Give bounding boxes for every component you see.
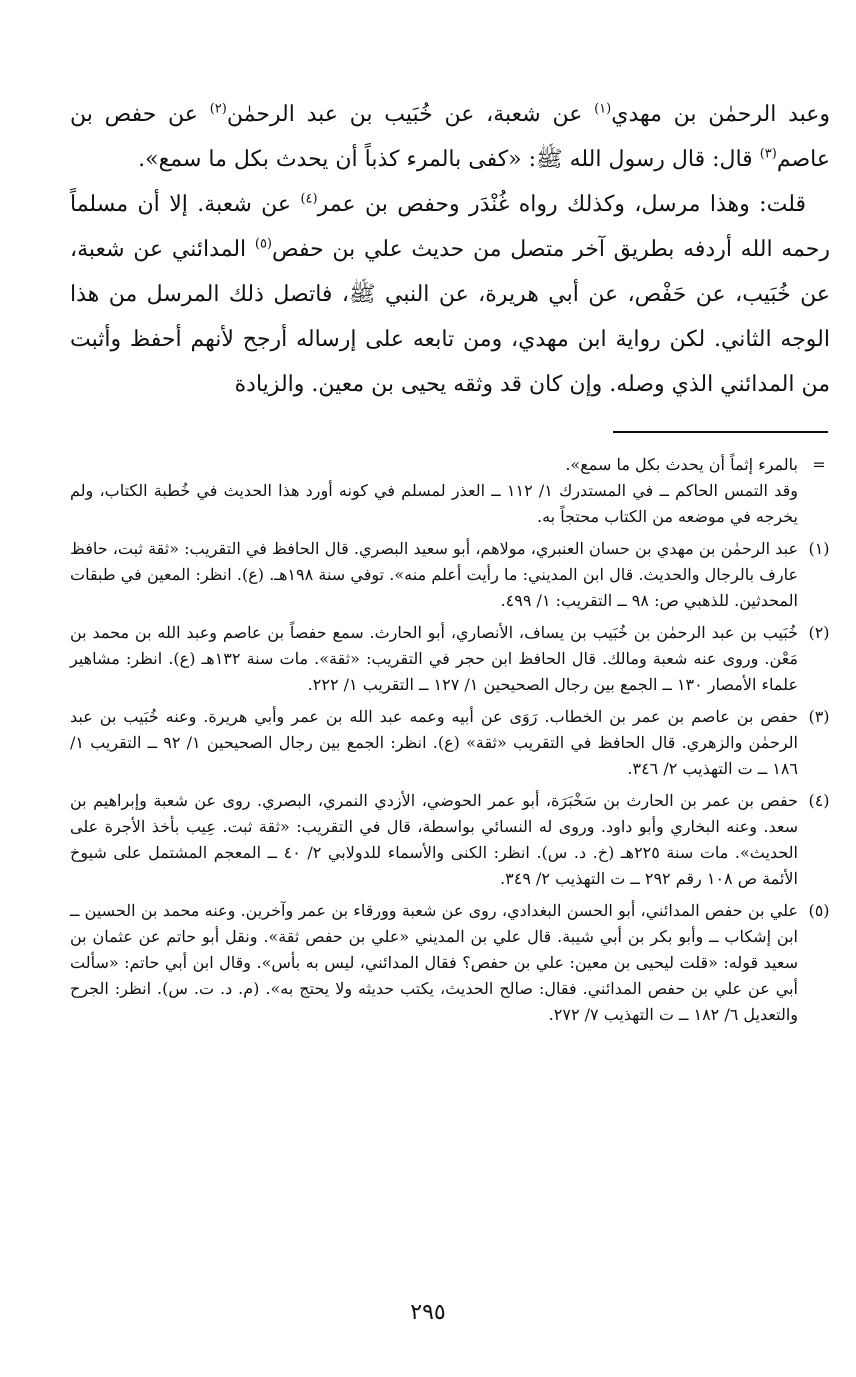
footnote-text: علي بن حفص المدائني، أبو الحسن البغدادي، روى عن شعبة وورقاء بن عمر وآخرين. وعنه محمد بن الحسين ــ ابن إشكاب ــ وأبو بكر بن أبي شيبة. قال علي بن المديني «علي بن حفص ثقة». ونقل أبو حاتم عن عثمان بن سعيد قوله: «قلت ليحيى بن معين: علي بن حفص؟ فقال المدائني، ليس به بأس». وقال ابن أبي حاتم: «سألت أبي عن علي بن حفص المدائني. فقال: صالح الحديث، يكتب حديثه ولا يحتج به». (م. د. ت. س). انظر: الجرح والتعديل ٦/ ١٨٢ ــ ت التهذيب ٧/ ٢٧٢.	[70, 901, 799, 1024]
footnote-continuation	[70, 452, 840, 530]
footnote-separator	[613, 431, 828, 433]
footnote-ref-2[interactable]: (٢)	[209, 101, 227, 117]
footnote-5	[70, 898, 840, 1028]
footnote-text: حفص بن عاصم بن عمر بن الخطاب. رَوَى عن أبيه وعمه عبد الله بن عمر وأبي هريرة. وعنه خُبَيب بن عبد الرحمٰن والزهري. قال الحافظ في التقريب «ثقة» (ع). انظر: الجمع بين رجال الصحيحين ١/ ٩٢ ــ التقريب ١/ ١٨٦ ــ ت التهذيب ٢/ ٣٤٦.	[70, 707, 799, 778]
footnotes	[70, 452, 840, 1034]
text-run: المدائني عن شعبة، عن خُبَيب، عن حَفْص، عن أبي هريرة، عن النبي ﷺ، فاتصل ذلك المرسل من هذا الوجه الثاني. لكن رواية ابن مهدي، ومن تابعه على إرساله أرجح لأنهم أحفظ وأثبت من المدائني الذي وصله. وإن كان قد وثقه يحيى بن معين. والزيادة	[70, 237, 830, 397]
text-run: عن شعبة، عن خُبَيب بن عبد الرحمٰن	[226, 102, 595, 127]
text-run: قال: قال رسول الله ﷺ: «كفى بالمرء كذباً أن يحدث بكل ما سمع».	[138, 147, 760, 172]
footnote-4	[70, 788, 840, 892]
continuation-line: بالمرء إثماً أن يحدث بكل ما سمع».	[565, 455, 798, 474]
continuation-line: وقد التمس الحاكم ــ في المستدرك ١/ ١١٢ ــ العذر لمسلم في كونه أورد هذا الحديث في خُطبة الكتاب، ولم يخرجه في موضعه من الكتاب محتجاً به.	[70, 481, 799, 526]
main-text	[70, 92, 830, 407]
footnote-3	[70, 704, 840, 782]
text-run: عن شعبة. إلا أن مسلماً رحمه الله أردفه بطريق آخر متصل من حديث علي بن حفص	[70, 192, 830, 262]
footnote-1	[70, 536, 840, 614]
footnote-number: (٣)	[808, 707, 830, 726]
footnote-2	[70, 620, 840, 698]
footnote-number: (٢)	[808, 623, 830, 642]
footnote-text: خُبَيب بن عبد الرحمٰن بن خُبَيب بن يساف، الأنصاري، أبو الحارث. سمع حفصاً بن عاصم وعبد الله بن محمد بن مَعْن. وروى عنه شعبة ومالك. قال الحافظ ابن حجر في التقريب: «ثقة». مات سنة ١٣٢هـ (ع). انظر: مشاهير علماء الأمصار ١٣٠ ــ الجمع بين رجال الصحيحين ١/ ١٢٧ ــ التقريب ١/ ٢٢٢.	[70, 623, 799, 694]
footnote-ref-4[interactable]: (٤)	[300, 191, 318, 207]
footnote-number: (٥)	[808, 901, 830, 920]
text-run: عن حفص بن عاصم	[70, 102, 830, 172]
footnote-ref-5[interactable]: (٥)	[254, 236, 272, 252]
paragraph-1	[70, 92, 830, 182]
footnote-number: (٤)	[808, 791, 830, 810]
paragraph-2	[70, 182, 830, 407]
footnote-text: حفص بن عمر بن الحارث بن سَخْبَرَة، أبو عمر الحوضي، الأزدي النمري، البصري. روى عن شعبة وإبراهيم بن سعد. وعنه البخاري وأبو داود. وروى له النسائي بواسطة، قال في التقريب: «ثقة ثبت. عِيب بأخذ الأجرة على الحديث». مات سنة ٢٢٥هـ (خ. د. س). انظر: الكنى والأسماء للدولابي ٢/ ٤٠ ــ المعجم المشتمل على شيوخ الأئمة ص ١٠٨ رقم ٢٩٢ ــ ت التهذيب ٢/ ٣٤٩.	[70, 791, 799, 888]
footnote-ref-1[interactable]: (١)	[594, 101, 612, 117]
page-number: ٢٩٥	[410, 1300, 446, 1325]
footnote-ref-3[interactable]: (٣)	[759, 146, 777, 162]
footnote-text: عبد الرحمٰن بن مهدي بن حسان العنبري، مولاهم، أبو سعيد البصري. قال الحافظ في التقريب: «ثقة ثبت، حافظ عارف بالرجال والحديث. قال ابن المديني: ما رأيت أعلم منه». توفي سنة ١٩٨هـ. (ع). انظر: المعين في طبقات المحدثين. للذهبي ص: ٩٨ ــ التقريب: ١/ ٤٩٩.	[70, 539, 799, 610]
footnote-number: (١)	[808, 539, 830, 558]
continuation-marker: =	[812, 455, 826, 474]
text-run: قلت: وهذا مرسل، وكذلك رواه غُنْدَر وحفص بن عمر	[317, 192, 806, 217]
text-run: وعبد الرحمٰن بن مهدي	[611, 102, 831, 127]
